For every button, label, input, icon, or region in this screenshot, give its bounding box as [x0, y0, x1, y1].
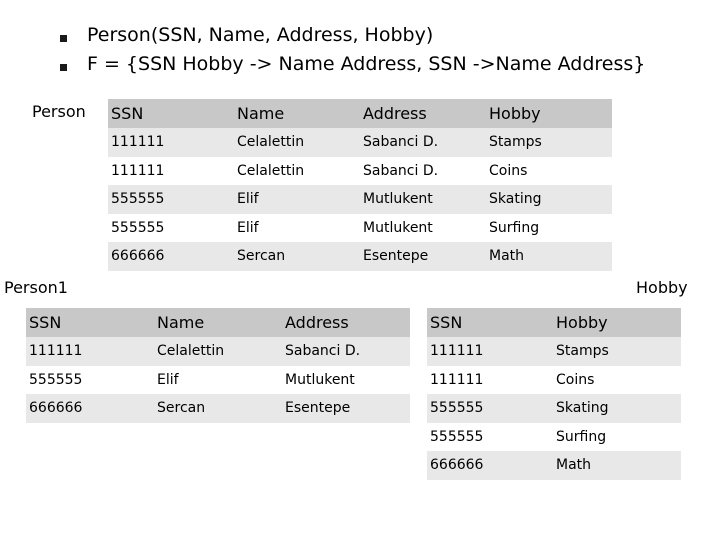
person1-table	[26, 308, 410, 423]
table-cell: 111111	[108, 128, 234, 157]
header-cell: SSN	[427, 308, 553, 337]
table-cell: Mutlukent	[282, 366, 410, 395]
person1-table-label: Person1	[4, 278, 68, 297]
table-cell: 111111	[108, 157, 234, 186]
header-cell: SSN	[108, 99, 234, 128]
table-cell: Surfing	[486, 214, 612, 243]
table-cell: Esentepe	[360, 242, 486, 271]
table-cell: 555555	[108, 185, 234, 214]
header-cell: Hobby	[486, 99, 612, 128]
table-cell: Celalettin	[234, 157, 360, 186]
table-row	[108, 128, 612, 157]
table-cell: 555555	[427, 394, 553, 423]
table-cell: Elif	[234, 185, 360, 214]
table-cell: Skating	[553, 394, 681, 423]
table-header-row	[108, 99, 612, 128]
table-cell: 666666	[26, 394, 154, 423]
table-cell: Sercan	[234, 242, 360, 271]
header-cell: Address	[282, 308, 410, 337]
header-cell: Hobby	[553, 308, 681, 337]
hobby-table-label: Hobby	[636, 278, 688, 297]
table-row	[108, 242, 612, 271]
table-cell: Stamps	[486, 128, 612, 157]
table-cell: Skating	[486, 185, 612, 214]
table-cell: 111111	[427, 337, 553, 366]
person-table	[108, 99, 612, 271]
table-cell: Mutlukent	[360, 214, 486, 243]
header-cell: Name	[234, 99, 360, 128]
table-row	[427, 394, 681, 423]
table-cell: Sabanci D.	[282, 337, 410, 366]
table-row	[427, 366, 681, 395]
table-cell: Coins	[553, 366, 681, 395]
dependency-line: F = {SSN Hobby -> Name Address, SSN ->Name Address}	[87, 53, 646, 75]
table-cell: Stamps	[553, 337, 681, 366]
table-row	[26, 337, 410, 366]
table-cell: Sabanci D.	[360, 128, 486, 157]
table-cell: Mutlukent	[360, 185, 486, 214]
table-cell: 666666	[427, 451, 553, 480]
table-cell: 555555	[427, 423, 553, 452]
table-row	[108, 157, 612, 186]
table-row	[108, 214, 612, 243]
bullet-marker	[60, 35, 67, 42]
table-cell: 555555	[108, 214, 234, 243]
hobby-table	[427, 308, 681, 480]
table-cell: 111111	[26, 337, 154, 366]
table-cell: Math	[486, 242, 612, 271]
table-cell: 111111	[427, 366, 553, 395]
person-table-label: Person	[32, 102, 86, 121]
header-cell: SSN	[26, 308, 154, 337]
bullet-marker	[60, 64, 67, 71]
table-cell: Elif	[154, 366, 282, 395]
header-cell: Name	[154, 308, 282, 337]
table-cell: Math	[553, 451, 681, 480]
schema-line: Person(SSN, Name, Address, Hobby)	[87, 24, 434, 46]
table-cell: Surfing	[553, 423, 681, 452]
table-header-row	[26, 308, 410, 337]
table-cell: 666666	[108, 242, 234, 271]
table-row	[427, 423, 681, 452]
table-row	[26, 366, 410, 395]
table-cell: Coins	[486, 157, 612, 186]
table-row	[427, 337, 681, 366]
table-cell: Sabanci D.	[360, 157, 486, 186]
table-cell: Sercan	[154, 394, 282, 423]
table-row	[108, 185, 612, 214]
table-cell: Celalettin	[154, 337, 282, 366]
table-cell: Celalettin	[234, 128, 360, 157]
table-cell: 555555	[26, 366, 154, 395]
table-header-row	[427, 308, 681, 337]
table-cell: Esentepe	[282, 394, 410, 423]
table-row	[26, 394, 410, 423]
table-row	[427, 451, 681, 480]
table-cell: Elif	[234, 214, 360, 243]
header-cell: Address	[360, 99, 486, 128]
